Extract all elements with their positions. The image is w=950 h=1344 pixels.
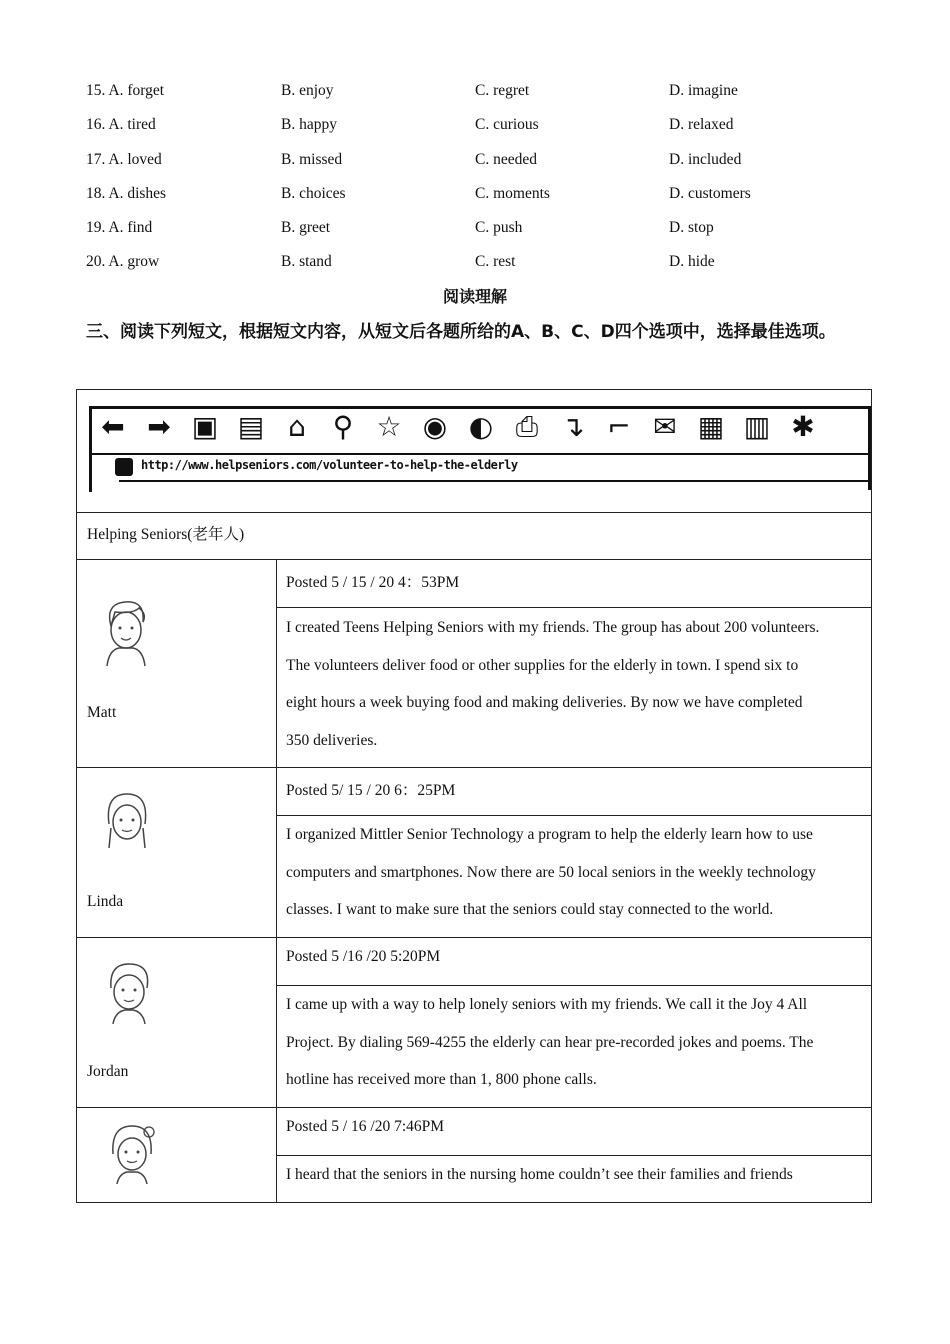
author-name: Jordan [87, 1063, 129, 1080]
girl-avatar-icon [99, 788, 155, 856]
girl-avatar-icon [103, 1120, 161, 1186]
post-body [286, 816, 866, 929]
option-a: 20. A. grow [86, 253, 160, 271]
post-body [286, 609, 866, 759]
post-line: eight hours a week buying food and making deliveries. By now we have completed [286, 694, 803, 711]
option-a: 18. A. dishes [86, 184, 167, 202]
post-line: computers and smartphones. Now there are 50 local seniors in the weekly technology [286, 863, 816, 881]
option-row [86, 112, 886, 146]
author-name: Linda [87, 893, 124, 910]
post-line: 350 deliveries. [286, 731, 378, 749]
post-date: Posted 5 / 15 / 20 4：53PM [286, 574, 460, 591]
post-line: I organized Mittler Senior Technology a program to help the elderly learn how to use [286, 826, 813, 843]
download-icon[interactable]: ↴ [561, 410, 585, 443]
mail-icon[interactable]: ✉ [653, 410, 677, 443]
boy-avatar-icon [99, 958, 159, 1026]
option-c: C. push [475, 219, 523, 237]
option-row [86, 78, 886, 112]
option-c: C. needed [475, 150, 537, 168]
option-d: D. imagine [669, 82, 738, 99]
home-icon[interactable]: ⌂ [288, 410, 306, 443]
option-c: C. rest [475, 253, 516, 271]
post-line: I created Teens Helping Seniors with my friends. The group has about 200 volunteers. [286, 619, 820, 636]
forward-icon[interactable]: ➡ [147, 410, 171, 443]
window-icon[interactable]: ⌐ [607, 410, 631, 443]
option-b: B. choices [281, 184, 346, 202]
option-c: C. regret [475, 82, 530, 99]
post-date: Posted 5/ 15 / 20 6：25PM [286, 782, 456, 799]
lock-icon [115, 458, 133, 476]
option-row [86, 181, 886, 215]
option-b: B. stand [281, 253, 332, 271]
option-d: D. relaxed [669, 116, 734, 134]
url-text: http://www.helpseniors.com/volunteer-to-help-the-elderly [141, 458, 518, 472]
section-instruction: 三、阅读下列短文，根据短文内容，从短文后各题所给的A、B、C、D四个选项中，选择最佳选项。 [86, 322, 836, 342]
share-icon[interactable]: ◐ [468, 410, 494, 443]
option-d: D. customers [669, 184, 751, 202]
post-line: hotline has received more than 1, 800 phone calls. [286, 1071, 597, 1088]
browser-toolbar [89, 398, 871, 490]
option-c: C. moments [475, 184, 550, 202]
post-date: Posted 5 /16 /20 5:20PM [286, 948, 441, 965]
book-icon[interactable]: ▥ [743, 410, 771, 443]
post-line: I heard that the seniors in the nursing home couldn’t see their families and friends [286, 1166, 793, 1183]
star-icon[interactable]: ☆ [376, 410, 402, 443]
post-body [286, 1156, 866, 1194]
back-icon[interactable]: ⬅ [101, 410, 125, 443]
boy-avatar-icon [95, 596, 157, 668]
page-heading: Helping Seniors(老年人) [87, 526, 245, 543]
option-b: B. enjoy [281, 82, 334, 99]
option-row [86, 215, 886, 249]
option-a: 19. A. find [86, 219, 153, 237]
post-body [286, 986, 866, 1099]
option-row [86, 249, 886, 283]
search-icon[interactable]: ⚲ [332, 410, 354, 443]
history-icon[interactable]: ◉ [422, 410, 448, 443]
author-name: Matt [87, 704, 117, 721]
option-a: 16. A. tired [86, 116, 156, 134]
settings-icon[interactable]: ✱ [791, 410, 815, 443]
post-line: The volunteers deliver food or other supplies for the elderly in town. I spend six to [286, 656, 799, 674]
option-b: B. greet [281, 219, 331, 237]
post-date: Posted 5 / 16 /20 7:46PM [286, 1118, 445, 1135]
answer-options [86, 78, 886, 284]
webpage-frame [76, 389, 872, 1203]
copy-icon[interactable]: ▤ [237, 410, 265, 443]
option-d: D. stop [669, 219, 714, 237]
post-line: Project. By dialing 569-4255 the elderly can hear pre-recorded jokes and poems. The [286, 1033, 814, 1051]
option-d: D. hide [669, 253, 715, 271]
post-line: I came up with a way to help lonely seniors with my friends. We call it the Joy 4 All [286, 996, 808, 1013]
print-icon[interactable]: ⎙ [515, 410, 539, 443]
option-b: B. missed [281, 150, 343, 168]
bookmark-icon[interactable]: ▦ [697, 410, 725, 443]
option-c: C. curious [475, 116, 539, 134]
option-row [86, 147, 886, 181]
option-b: B. happy [281, 116, 337, 134]
option-d: D. included [669, 150, 742, 168]
document-icon[interactable]: ▣ [191, 410, 219, 443]
post-line: classes. I want to make sure that the seniors could stay connected to the world. [286, 901, 774, 918]
option-a: 17. A. loved [86, 150, 162, 168]
address-bar[interactable] [119, 458, 871, 482]
section-title: 阅读理解 [442, 287, 507, 306]
option-a: 15. A. forget [86, 82, 165, 99]
